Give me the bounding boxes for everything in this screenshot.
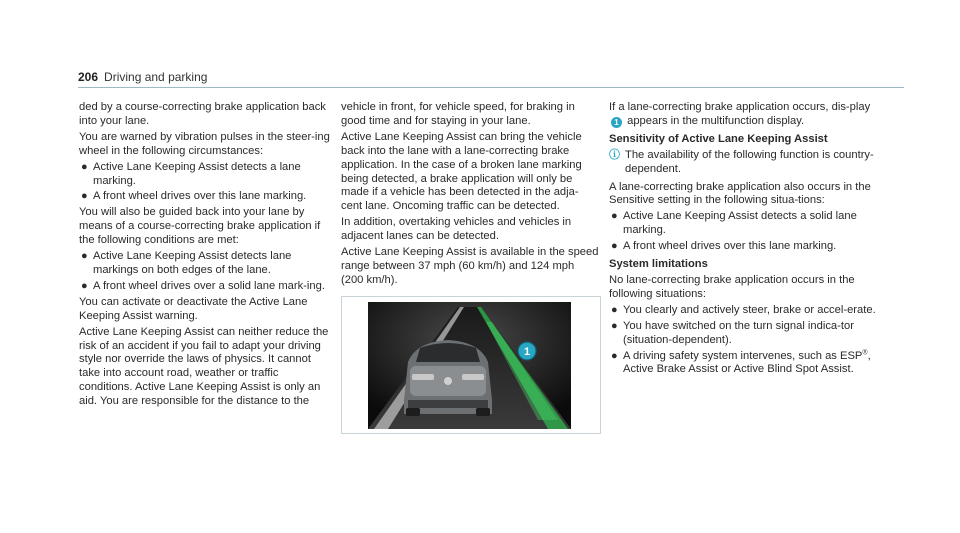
bullet-icon: ● <box>81 160 88 173</box>
paragraph: Active Lane Keeping Assist can neither reduce the risk of an accident if you fail to adapt your driving style nor override the laws of physics. It cannot take into account road, weather or traffic conditions. Active Lane Keeping Assist is only an aid. You are responsible for the distance to the <box>79 325 329 408</box>
lane-assist-figure <box>341 296 601 434</box>
column-right <box>609 101 877 379</box>
car-rear-icon <box>404 340 492 416</box>
bullet-icon: ● <box>611 319 618 332</box>
list-item-text: Active Lane Keeping Assist detects lane markings on both edges of the lane. <box>93 250 292 276</box>
column-left <box>79 101 331 411</box>
list-item <box>609 350 877 378</box>
list-item <box>609 320 877 348</box>
page-header <box>78 70 207 84</box>
paragraph: A lane-correcting brake application also occurs in the Sensitive setting in the following situa-tions: <box>609 180 871 207</box>
list-item-text: , Active Brake Assist or Active Blind Spot Assist. <box>623 349 871 376</box>
subheading-system-limitations: System limitations <box>609 258 708 271</box>
column-middle <box>341 101 599 290</box>
list-item <box>609 240 877 254</box>
header-rule <box>78 87 904 88</box>
paragraph: In addition, overtaking vehicles and vehicles in adjacent lanes can be detected. <box>341 216 572 243</box>
paragraph: You will also be guided back into your lane by means of a course-correcting brake application if the following conditions are met: <box>79 206 321 247</box>
list-item-text: Active Lane Keeping Assist detects a solid lane marking. <box>623 210 857 237</box>
text-run: If a lane-correcting brake application occurs, dis-play <box>609 101 871 113</box>
bullet-list <box>79 250 331 294</box>
bullet-icon: ● <box>611 303 618 316</box>
callout-1-icon <box>518 342 536 360</box>
bullet-icon: ● <box>611 210 618 223</box>
page-number: 206 <box>78 70 99 84</box>
bullet-list <box>609 210 877 254</box>
bullet-icon: ● <box>81 250 88 263</box>
list-item <box>79 161 331 189</box>
list-item-text: A driving safety system intervenes, such as ESP <box>623 349 863 362</box>
bullet-list <box>79 161 331 205</box>
list-item-text: Active Lane Keeping Assist detects a lane marking. <box>93 160 301 187</box>
bullet-icon: ● <box>81 190 88 203</box>
paragraph: You are warned by vibration pulses in the steer-ing wheel in the following circumstances: <box>79 130 330 157</box>
list-item-text: A front wheel drives over this lane marking. <box>93 190 307 203</box>
list-item-text: You clearly and actively steer, brake or accel-erate. <box>623 303 876 316</box>
paragraph: You can activate or deactivate the Active Lane Keeping Assist warning. <box>79 295 308 322</box>
road-scene-illustration <box>368 302 571 429</box>
paragraph: vehicle in front, for vehicle speed, for braking in good time and for staying in your lane. <box>341 101 575 127</box>
section-title: Driving and parking <box>104 70 208 84</box>
bullet-icon: ● <box>611 349 618 362</box>
paragraph: No lane-correcting brake application occurs in the following situations: <box>609 273 855 300</box>
display-callout-badge: 1 <box>611 117 622 128</box>
list-item <box>609 304 877 318</box>
text-run: appears in the multifunction display. <box>627 114 805 127</box>
road-scene-image <box>368 302 571 429</box>
paragraph: ded by a course-correcting brake application back into your lane. <box>79 101 326 127</box>
bullet-icon: ● <box>81 279 88 292</box>
info-icon: ⓘ <box>609 148 620 161</box>
callout-label: 1 <box>523 346 531 358</box>
bullet-list <box>609 304 877 378</box>
list-item-text: A front wheel drives over a solid lane mark-ing. <box>93 279 325 292</box>
list-item-text: A front wheel drives over this lane marking. <box>623 240 837 253</box>
subheading-sensitivity: Sensitivity of Active Lane Keeping Assist <box>609 132 828 145</box>
note-text: The availability of the following function is country-dependent. <box>625 148 874 175</box>
info-note <box>609 149 877 177</box>
bullet-icon: ● <box>611 240 618 253</box>
list-item <box>79 190 331 204</box>
list-item <box>79 250 331 278</box>
registered-mark: ® <box>862 348 868 356</box>
list-item <box>79 280 331 294</box>
list-item-text: You have switched on the turn signal indica-tor (situation-dependent). <box>623 319 854 346</box>
list-item <box>609 210 877 238</box>
paragraph: Active Lane Keeping Assist can bring the vehicle back into the lane with a lane-correcting brake application. In the case of a broken lane marking being detected, a brake application will only be made if a vehicle has been detected in the adja-cent lane. Oncoming traffic can be detected. <box>341 130 582 213</box>
paragraph: Active Lane Keeping Assist is available in the speed range between 37 mph (60 km/h) and 124 mph (200 km/h). <box>341 246 599 286</box>
paragraph <box>609 101 877 129</box>
